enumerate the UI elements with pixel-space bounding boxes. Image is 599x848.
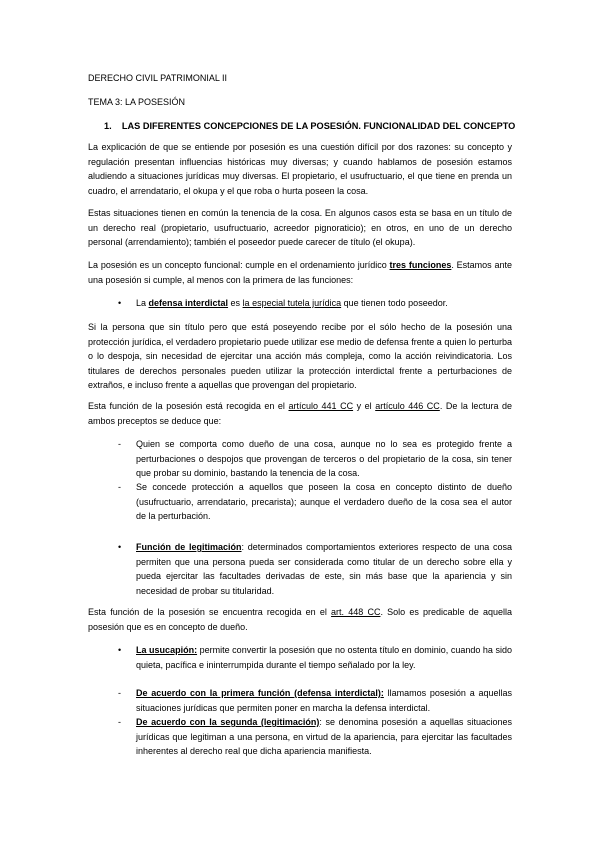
paragraph-1: La explicación de que se entiende por posesión es una cuestión difícil por dos razones: su concepto y regulación presentan influencias históricas muy diversas; y cuando hablamos de posesión estamos aludiendo a situaciones jurídicas muy diversas. El propietario, el usufructuario, el que tiene en prenda un cuadro, el arrendatario, el okupa y el que roba o hurta poseen la cosa. [88, 142, 512, 196]
bullet-2-text-b: : determinados comportamientos exteriores respecto de una cosa permiten que una persona pueda ser considerada como titular de un derecho sobre ella y pueda ejercitar las facultades derivadas de este, sin más base que la apariencia y sin necesidad de probar su titularidad. [136, 542, 512, 596]
section-heading [104, 119, 524, 134]
bullet-3-text-b: permite convertir la posesión que no ostenta título en dominio, cuando ha sido quieta, pacífica e ininterrumpida durante el tiempo señalado por la ley. [136, 645, 512, 670]
paragraph-2: Estas situaciones tienen en común la tenencia de la cosa. En algunos casos esta se basa en un título de un derecho real (propietario, usufructuario, acreedor pignoraticio); en otros, en uno de un derecho personal (arrendamiento); también el poseedor puede carecer de título (el okupa). [88, 208, 512, 247]
paragraph-3-text-c: . Estamos ante una posesión si cumple, al menos con la primera de las funciones: [88, 260, 512, 285]
tres-funciones-term: tres funciones [389, 260, 452, 270]
primera-funcion-term: De acuerdo con la primera función (defensa interdictal): [136, 688, 384, 698]
dash-marker: - [118, 439, 121, 449]
section-number: 1. [104, 121, 112, 131]
bullet-defensa-interdictal [136, 296, 512, 311]
especial-tutela-term: la especial tutela jurídica [242, 298, 342, 308]
paragraph-5-text-c: y el [353, 401, 376, 411]
paragraph-4: Si la persona que sin título pero que está poseyendo recibe por el sólo hecho de la posesión una protección jurídica, el verdadero propietario puede utilizar ese medio de defensa frente a quien lo perturba o lo despoja, sin necesidad de ejercitar una acción más compleja, como la acción reivindicatoria. Los titulares de derechos personales pueden utilizar la protección interdictal frente a perturbaciones de extraños, e incluso frente a aquellas que provengan del propietario. [88, 322, 512, 390]
bullet-marker: • [118, 298, 122, 308]
paragraph-5 [88, 399, 512, 428]
usucapion-term: La usucapión: [136, 645, 198, 655]
section-title: LAS DIFERENTES CONCEPCIONES DE LA POSESIÓN. FUNCIONALIDAD DEL CONCEPTO [121, 121, 516, 131]
dash-marker: - [118, 717, 121, 727]
defensa-interdictal-term: defensa interdictal [148, 298, 229, 308]
paragraph-3 [88, 258, 512, 287]
dash-marker: - [118, 482, 121, 492]
paragraph-3-text-a: La posesión es un concepto funcional: cumple en el ordenamiento jurídico [88, 260, 390, 270]
paragraph-6-text-a: Esta función de la posesión se encuentra recogida en el [88, 607, 332, 617]
dash-item-4 [136, 715, 512, 759]
segunda-funcion-term: De acuerdo con la segunda (legitimación) [136, 717, 320, 727]
bullet-usucapion [136, 643, 512, 672]
bullet-1-text-c: es [228, 298, 243, 308]
bullet-funcion-legitimacion [136, 540, 512, 598]
paragraph-6-text-c: . Solo es predicable de aquella posesión que es en concepto de dueño. [88, 607, 512, 632]
dash-item-2: Se concede protección a aquellos que poseen la cosa en concepto distinto de dueño (usufructuario, arrendatario, precarista); aunque el verdadero dueño de la cosa sea el autor de la perturbación. [136, 482, 512, 521]
legitimacion-term: Función de legitimación [136, 542, 242, 552]
topic-title: TEMA 3: LA POSESIÓN [88, 97, 186, 107]
bullet-marker: • [118, 645, 122, 655]
article-448-link: art. 448 CC [331, 607, 381, 617]
paragraph-5-text-e: . De la lectura de ambos preceptos se deduce que: [88, 401, 512, 426]
paragraph-5-text-a: Esta función de la posesión está recogida en el [88, 401, 289, 411]
dash-marker: - [118, 688, 121, 698]
dash-3-text-b: llamamos posesión a aquellas situaciones jurídicas que permiten poner en marcha la defensa interdictal. [136, 688, 512, 713]
dash-item-3 [136, 686, 512, 715]
bullet-1-text-a: La [136, 298, 149, 308]
article-441-link: artículo 441 CC [288, 401, 354, 411]
article-446-link: artículo 446 CC [375, 401, 440, 411]
dash-4-text-b: : se denomina posesión a aquellas situaciones jurídicas que legitiman a una persona, en virtud de la apariencia, para ejercitar las facultades inherentes al derecho real que dicha apariencia manifiesta. [136, 717, 512, 756]
bullet-1-text-e: que tienen todo poseedor. [341, 298, 448, 308]
course-title: DERECHO CIVIL PATRIMONIAL II [88, 73, 228, 83]
bullet-marker: • [118, 542, 122, 552]
paragraph-6 [88, 605, 512, 634]
dash-item-1: Quien se comporta como dueño de una cosa, aunque no lo sea es protegido frente a perturbaciones o despojos que provengan de terceros o del propietario de la cosa, sin tener que probar su dominio, bastando la tenencia de la cosa. [136, 439, 512, 478]
